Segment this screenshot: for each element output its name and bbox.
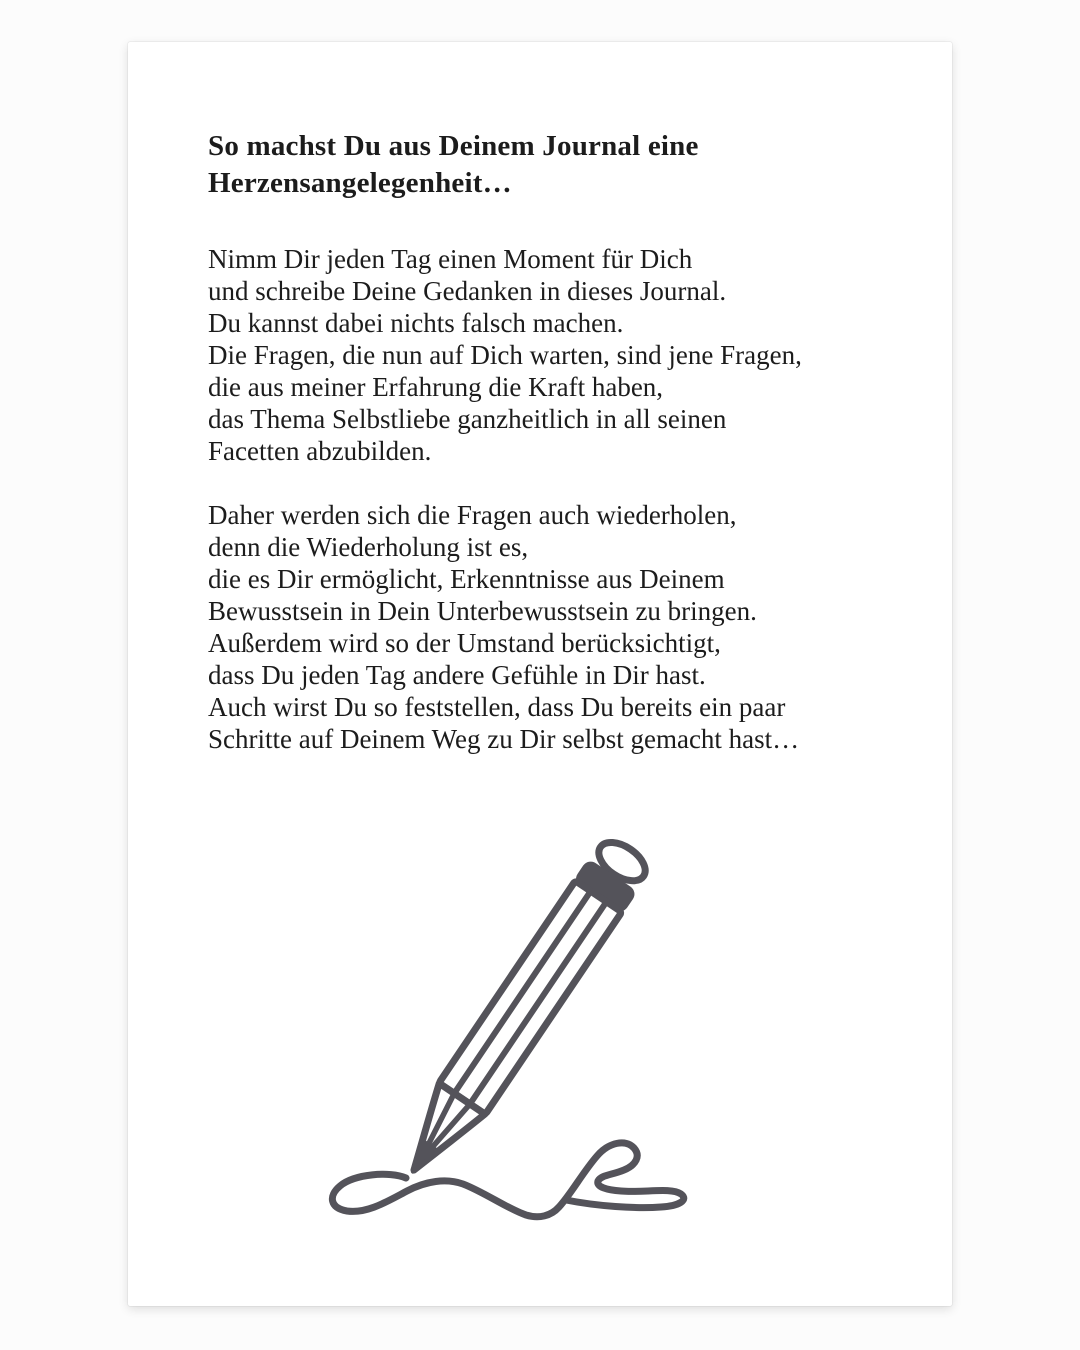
text-line: Facetten abzubilden.	[208, 436, 432, 466]
text-line: das Thema Selbstliebe ganzheitlich in all seinen	[208, 404, 727, 434]
book-page	[128, 42, 952, 1306]
paragraph-1	[208, 243, 882, 467]
text-line: Auch wirst Du so feststellen, dass Du bereits ein paar	[208, 692, 786, 722]
text-line: und schreibe Deine Gedanken in dieses Journal.	[208, 276, 727, 306]
text-line: Die Fragen, die nun auf Dich warten, sind jene Fragen,	[208, 340, 802, 370]
heading-line: So machst Du aus Deinem Journal eine	[208, 130, 699, 162]
paragraph-2	[208, 499, 882, 755]
text-line: Schritte auf Deinem Weg zu Dir selbst gemacht hast…	[208, 724, 800, 754]
squiggle-line	[332, 1143, 683, 1217]
text-line: denn die Wiederholung ist es,	[208, 532, 529, 562]
text-line: Du kannst dabei nichts falsch machen.	[208, 308, 624, 338]
heading-line: Herzensangelegenheit…	[208, 167, 512, 199]
text-line: die aus meiner Erfahrung die Kraft haben,	[208, 372, 664, 402]
text-line: die es Dir ermöglicht, Erkenntnisse aus Deinem	[208, 564, 725, 594]
page-heading	[208, 128, 882, 202]
text-line: Außerdem wird so der Umstand berücksichtigt,	[208, 628, 721, 658]
text-line: dass Du jeden Tag andere Gefühle in Dir hast.	[208, 660, 706, 690]
pencil	[388, 832, 655, 1188]
pencil-illustration-group	[332, 832, 683, 1216]
text-line: Daher werden sich die Fragen auch wiederholen,	[208, 500, 737, 530]
pencil-illustration	[300, 820, 730, 1250]
text-line: Nimm Dir jeden Tag einen Moment für Dich	[208, 244, 693, 274]
text-line: Bewusstsein in Dein Unterbewusstsein zu bringen.	[208, 596, 757, 626]
